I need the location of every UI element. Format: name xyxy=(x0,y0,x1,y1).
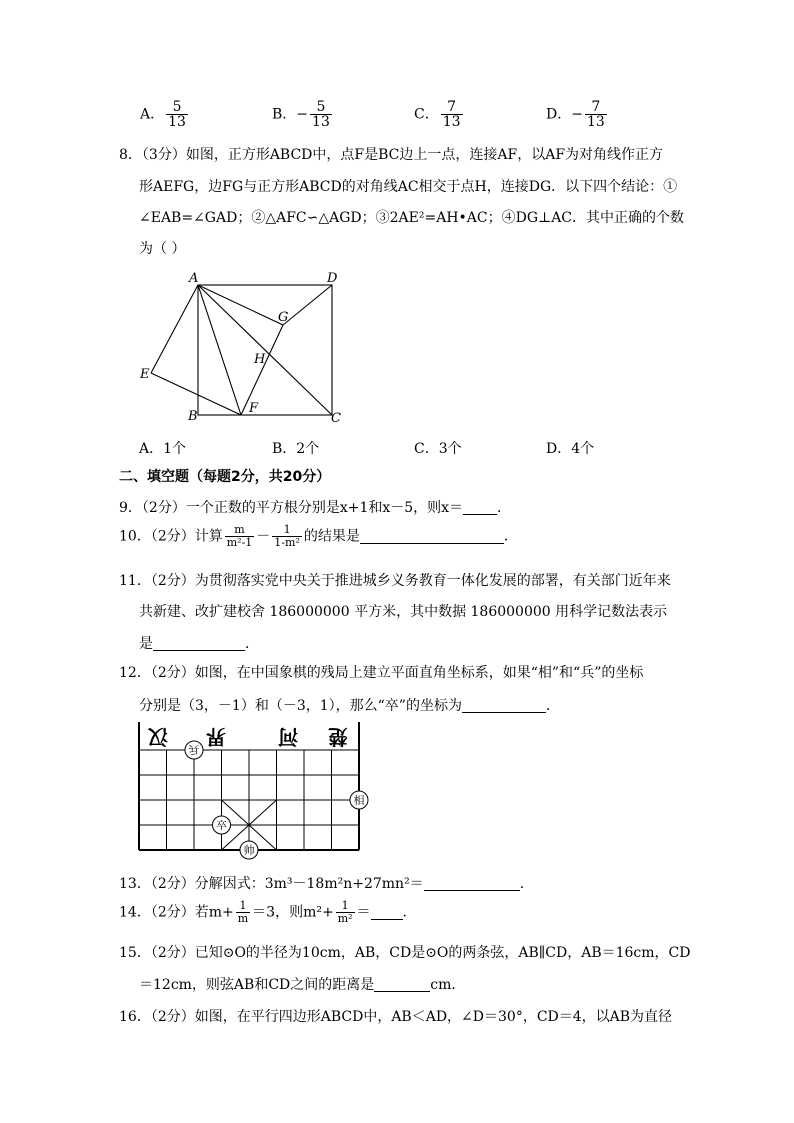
answer-blank[interactable] xyxy=(374,977,430,992)
label-h: H xyxy=(254,352,266,367)
piece-bing-label: 兵 xyxy=(188,743,200,756)
q7-option-b xyxy=(272,100,334,129)
q8-option-a: A．1个 xyxy=(139,441,187,457)
answer-blank[interactable] xyxy=(463,500,497,515)
label-a: A xyxy=(189,271,199,286)
answer-blank[interactable] xyxy=(153,636,245,651)
piece-xiang-label: 相 xyxy=(353,794,365,807)
q12-line-2-text: 分别是（3，－1）和（－3，1），那么“卒”的坐标为 xyxy=(139,698,462,714)
section-2-title: 二、填空题（每题2分，共20分） xyxy=(119,469,331,485)
diagonal-ac xyxy=(198,285,332,415)
answer-blank[interactable] xyxy=(424,876,520,891)
q16-line-1: 16．（2分）如图，在平行四边形ABCD中，AB＜AD，∠D＝30°，CD＝4，以AB为直径 xyxy=(119,1009,673,1025)
river-char-1: 汉 xyxy=(148,725,168,749)
q13 xyxy=(119,876,534,891)
q8-line-3: ∠EAB=∠GAD；②△AFC∽△AGD；③2AE²=AH•AC；④DG⊥AC．其中正确的个数 xyxy=(139,210,685,226)
q12-line-2 xyxy=(139,698,560,713)
q8-option-c: C．3个 xyxy=(414,441,462,457)
q10-fraction-2: $\frac{1}{\text{1-m²}}$ xyxy=(274,523,300,549)
q12-line-1: 12．（2分）如图，在中国象棋的残局上建立平面直角坐标系，如果“相”和“兵”的坐标 xyxy=(119,665,644,681)
equals-sign: ＝ xyxy=(356,904,371,921)
option-label: B．− xyxy=(272,106,309,123)
fraction: $\frac{7}{13}$ xyxy=(586,99,605,130)
q9-end: ． xyxy=(497,500,512,516)
q9-text: 9．（2分）一个正数的平方根分别是x+1和x－5，则x＝ xyxy=(119,500,464,516)
segment-gd xyxy=(283,285,332,325)
segment-ae xyxy=(151,285,198,373)
fraction: $\frac{5}{13}$ xyxy=(168,99,186,130)
label-e: E xyxy=(140,367,150,382)
river-char-3: 河 xyxy=(278,725,298,749)
q14 xyxy=(119,900,417,925)
minus-sign: － xyxy=(256,528,271,545)
q12-chess-board xyxy=(130,720,382,860)
q13-text: 13．（2分）分解因式：3m³－18m²n+27mn²＝ xyxy=(119,876,424,892)
piece-zu-label: 卒 xyxy=(216,819,227,832)
q14-mid: ＝3，则m²+ xyxy=(252,904,334,921)
q11-line-3-text: 是 xyxy=(139,636,153,652)
q14-prefix: 14．（2分）若m+ xyxy=(119,904,234,921)
q11-line-3 xyxy=(139,636,259,651)
q10-fraction-1: $\frac{m}{\text{m²-1}}$ xyxy=(226,523,253,549)
segment-af xyxy=(198,285,241,415)
label-b: B xyxy=(188,409,198,424)
q11-line-2: 共新建、改扩建校舍 186000000 平方米，其中数据 186000000 用科学记数法表示 xyxy=(139,604,668,620)
option-label: C． xyxy=(414,106,439,123)
label-d: D xyxy=(327,271,338,286)
q15-line-1: 15．（2分）已知⊙O的半径为10cm，AB，CD是⊙O的两条弦，AB∥CD，AB＝16cm，CD xyxy=(119,945,691,961)
answer-blank[interactable] xyxy=(462,698,546,713)
answer-blank[interactable] xyxy=(371,905,403,920)
q10 xyxy=(119,524,518,549)
q7-option-c xyxy=(414,100,465,129)
q9 xyxy=(119,500,511,515)
q8-line-1: 8．（3分）如图，正方形ABCD中，点F是BC边上一点，连接AF，以AF为对角线作正方 xyxy=(119,147,664,163)
fraction: $\frac{5}{13}$ xyxy=(312,99,330,130)
q8-option-d: D．4个 xyxy=(546,441,595,457)
q11-line-1: 11．（2分）为贯彻落实党中央关于推进城乡义务教育一体化发展的部署，有关部门近年来 xyxy=(119,573,671,589)
q7-option-a xyxy=(140,100,190,129)
q13-end: ． xyxy=(519,876,534,892)
q8-square-figure xyxy=(135,268,355,426)
label-c: C xyxy=(331,411,341,426)
q14-fraction-2: $\frac{1}{\text{m²}}$ xyxy=(337,899,353,925)
q8-line-4: 为（ ） xyxy=(139,241,186,257)
river-char-2: 界 xyxy=(206,725,226,749)
fraction: $\frac{7}{13}$ xyxy=(442,99,461,130)
q14-fraction-1: $\frac{1}{m}$ xyxy=(237,899,249,925)
q12-end: ． xyxy=(545,698,560,714)
q10-prefix: 10．（2分）计算 xyxy=(119,528,223,545)
option-label: D．− xyxy=(546,106,583,123)
q8-line-2: 形AEFG，边FG与正方形ABCD的对角线AC相交于点H，连接DG．以下四个结论：① xyxy=(139,179,678,195)
q10-end: ． xyxy=(503,528,518,545)
piece-shuai-label: 帅 xyxy=(243,844,255,857)
q15-end: cm． xyxy=(430,977,466,993)
q15-line-2 xyxy=(139,977,465,992)
q8-option-b: B．2个 xyxy=(272,441,320,457)
q10-suffix: 的结果是 xyxy=(303,528,360,545)
q7-option-d xyxy=(546,100,609,129)
river-char-4: 楚 xyxy=(328,725,348,749)
q14-end: ． xyxy=(402,904,417,921)
answer-blank[interactable] xyxy=(360,529,504,544)
segment-ag xyxy=(198,285,283,325)
q15-line-2-text: ＝12cm，则弦AB和CD之间的距离是 xyxy=(139,977,375,993)
option-label: A． xyxy=(140,106,165,123)
q11-end: ． xyxy=(245,636,259,652)
segment-gf xyxy=(241,325,283,415)
label-f: F xyxy=(249,401,259,416)
label-g: G xyxy=(278,310,289,325)
